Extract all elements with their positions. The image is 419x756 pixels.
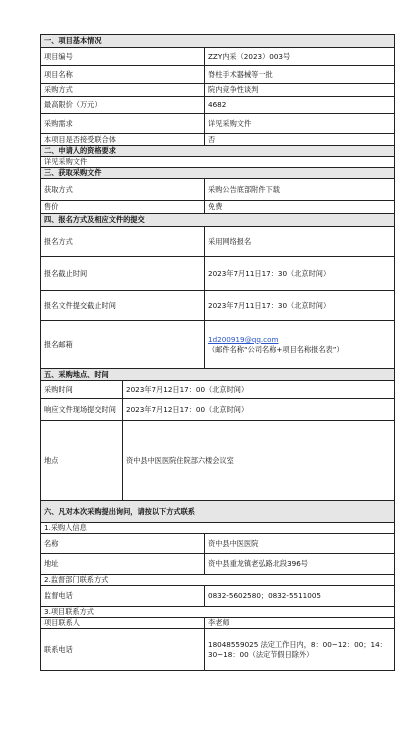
announcement-table bbox=[40, 34, 395, 671]
section-procurement: 五、采购地点、时间 bbox=[41, 369, 395, 381]
project-number: ZZY内采（2023）003号 bbox=[205, 48, 395, 66]
signup-email-link[interactable]: 1d200919@qq.com bbox=[208, 334, 279, 344]
section-basic-info: 一、项目基本情况 bbox=[41, 35, 395, 48]
contact-phone-label: 联系电话 bbox=[41, 629, 205, 671]
procurement-announcement bbox=[40, 34, 394, 671]
contact-phone: 18048559025 法定工作日内，8：00~12：00；14：30~18：00（法定节假日除外） bbox=[205, 629, 395, 671]
purchaser-info-title: 1.采购人信息 bbox=[41, 523, 395, 534]
project-name: 脊柱手术器械等一批 bbox=[205, 66, 395, 84]
purchaser-name-label: 名称 bbox=[41, 534, 205, 554]
procurement-method: 院内竞争性谈判 bbox=[205, 84, 395, 97]
consortium-label: 本项目是否接受联合体 bbox=[41, 134, 205, 146]
max-price-label: 最高限价（万元） bbox=[41, 97, 205, 114]
requirement-label: 采购需求 bbox=[41, 114, 205, 134]
section-qualification: 二、申请人的资格要求 bbox=[41, 146, 395, 157]
purchaser-address-label: 地址 bbox=[41, 554, 205, 575]
section-get-docs: 三、获取采购文件 bbox=[41, 168, 395, 179]
contact-person: 李老师 bbox=[205, 618, 395, 629]
signup-method-label: 报名方式 bbox=[41, 227, 205, 257]
project-name-label: 项目名称 bbox=[41, 66, 205, 84]
procurement-time: 2023年7月12日17：00（北京时间） bbox=[123, 381, 395, 399]
consortium: 否 bbox=[205, 134, 395, 146]
place: 资中县中医医院住院部六楼会议室 bbox=[123, 421, 395, 501]
get-method: 采购公告底部附件下载 bbox=[205, 179, 395, 201]
project-contact-title: 3.项目联系方式 bbox=[41, 607, 395, 618]
signup-deadline: 2023年7月11日17：30（北京时间） bbox=[205, 257, 395, 291]
signup-email-note: （邮件名称“公司名称+项目名称报名表”） bbox=[208, 344, 344, 354]
file-deadline-label: 报名文件提交截止时间 bbox=[41, 291, 205, 321]
signup-method: 采用网络报名 bbox=[205, 227, 395, 257]
file-deadline: 2023年7月11日17：30（北京时间） bbox=[205, 291, 395, 321]
onsite-submit-time: 2023年7月12日17：00（北京时间） bbox=[123, 399, 395, 421]
project-number-label: 项目编号 bbox=[41, 48, 205, 66]
supervisor-phone-label: 监督电话 bbox=[41, 586, 205, 607]
get-method-label: 获取方式 bbox=[41, 179, 205, 201]
supervisor-phone: 0832-5602580；0832-5511005 bbox=[205, 586, 395, 607]
onsite-submit-label: 响应文件现场提交时间 bbox=[41, 399, 123, 421]
contact-person-label: 项目联系人 bbox=[41, 618, 205, 629]
procurement-method-label: 采购方式 bbox=[41, 84, 205, 97]
qualification-text: 详见采购文件 bbox=[41, 157, 395, 168]
section-contact: 六、凡对本次采购提出询问，请按以下方式联系 bbox=[41, 501, 395, 523]
max-price: 4682 bbox=[205, 97, 395, 114]
requirement: 详见采购文件 bbox=[205, 114, 395, 134]
procurement-time-label: 采购时间 bbox=[41, 381, 123, 399]
place-label: 地点 bbox=[41, 421, 123, 501]
signup-email-cell bbox=[205, 321, 395, 369]
purchaser-address: 资中县重龙镇老弘路北段396号 bbox=[205, 554, 395, 575]
signup-email-label: 报名邮箱 bbox=[41, 321, 205, 369]
section-signup: 四、报名方式及相应文件的提交 bbox=[41, 214, 395, 227]
purchaser-name: 资中县中医医院 bbox=[205, 534, 395, 554]
supervisor-title: 2.监督部门联系方式 bbox=[41, 575, 395, 586]
price-label: 售价 bbox=[41, 201, 205, 214]
price: 免费 bbox=[205, 201, 395, 214]
signup-deadline-label: 报名截止时间 bbox=[41, 257, 205, 291]
